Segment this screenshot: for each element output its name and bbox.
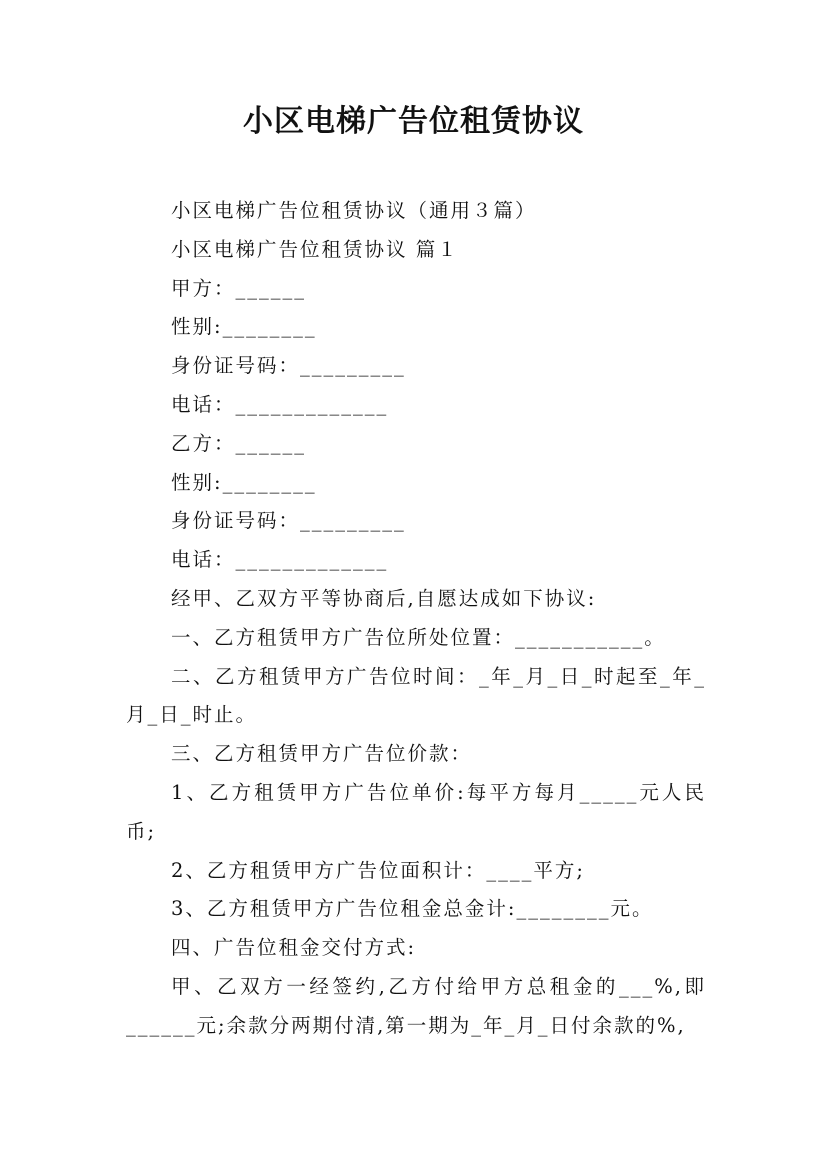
paragraph-clause-4-details: 甲、乙双方一经签约,乙方付给甲方总租金的___%,即______元;余款分两期付清,第一期为_年_月_日付余款的%, bbox=[126, 974, 706, 1037]
paragraph-clause-1-location: 一、乙方租赁甲方广告位所处位置：___________。 bbox=[171, 625, 666, 649]
paragraph-clause-2-period: 二、乙方租赁甲方广告位时间：_年_月_日_时起至_年_月_日_时止。 bbox=[126, 664, 706, 727]
paragraph-party-b-id: 身份证号码：_________ bbox=[171, 509, 406, 533]
paragraph-clause-3-total: 3、乙方租赁甲方广告位租金总金计:________元。 bbox=[171, 897, 654, 921]
paragraph-subtitle: 小区电梯广告位租赁协议（通用３篇） bbox=[171, 199, 537, 222]
paragraph-clause-4-payment: 四、广告位租金交付方式: bbox=[171, 936, 417, 960]
paragraph-part-heading: 小区电梯广告位租赁协议 篇１ bbox=[171, 237, 459, 261]
paragraph-party-a-phone: 电话：_____________ bbox=[171, 392, 389, 416]
paragraph-agreement-intro: 经甲、乙双方平等协商后,自愿达成如下协议: bbox=[171, 586, 597, 610]
document-body bbox=[126, 192, 706, 1046]
paragraph-party-b: 乙方：______ bbox=[171, 431, 307, 455]
paragraph-clause-3-unit-price: 1、乙方租赁甲方广告位单价:每平方每月_____元人民币; bbox=[126, 780, 706, 843]
paragraph-clause-3-area: 2、乙方租赁甲方广告位面积计：____平方; bbox=[171, 858, 585, 882]
paragraph-clause-3-price: 三、乙方租赁甲方广告位价款： bbox=[171, 742, 473, 766]
paragraph-party-a-gender: 性别:________ bbox=[171, 315, 317, 339]
paragraph-party-b-gender: 性别:________ bbox=[171, 470, 317, 494]
paragraph-party-a: 甲方：______ bbox=[171, 276, 307, 300]
paragraph-party-a-id: 身份证号码：_________ bbox=[171, 354, 406, 378]
paragraph-party-b-phone: 电话：_____________ bbox=[171, 548, 389, 572]
document-title: 小区电梯广告位租赁协议 bbox=[243, 104, 584, 139]
